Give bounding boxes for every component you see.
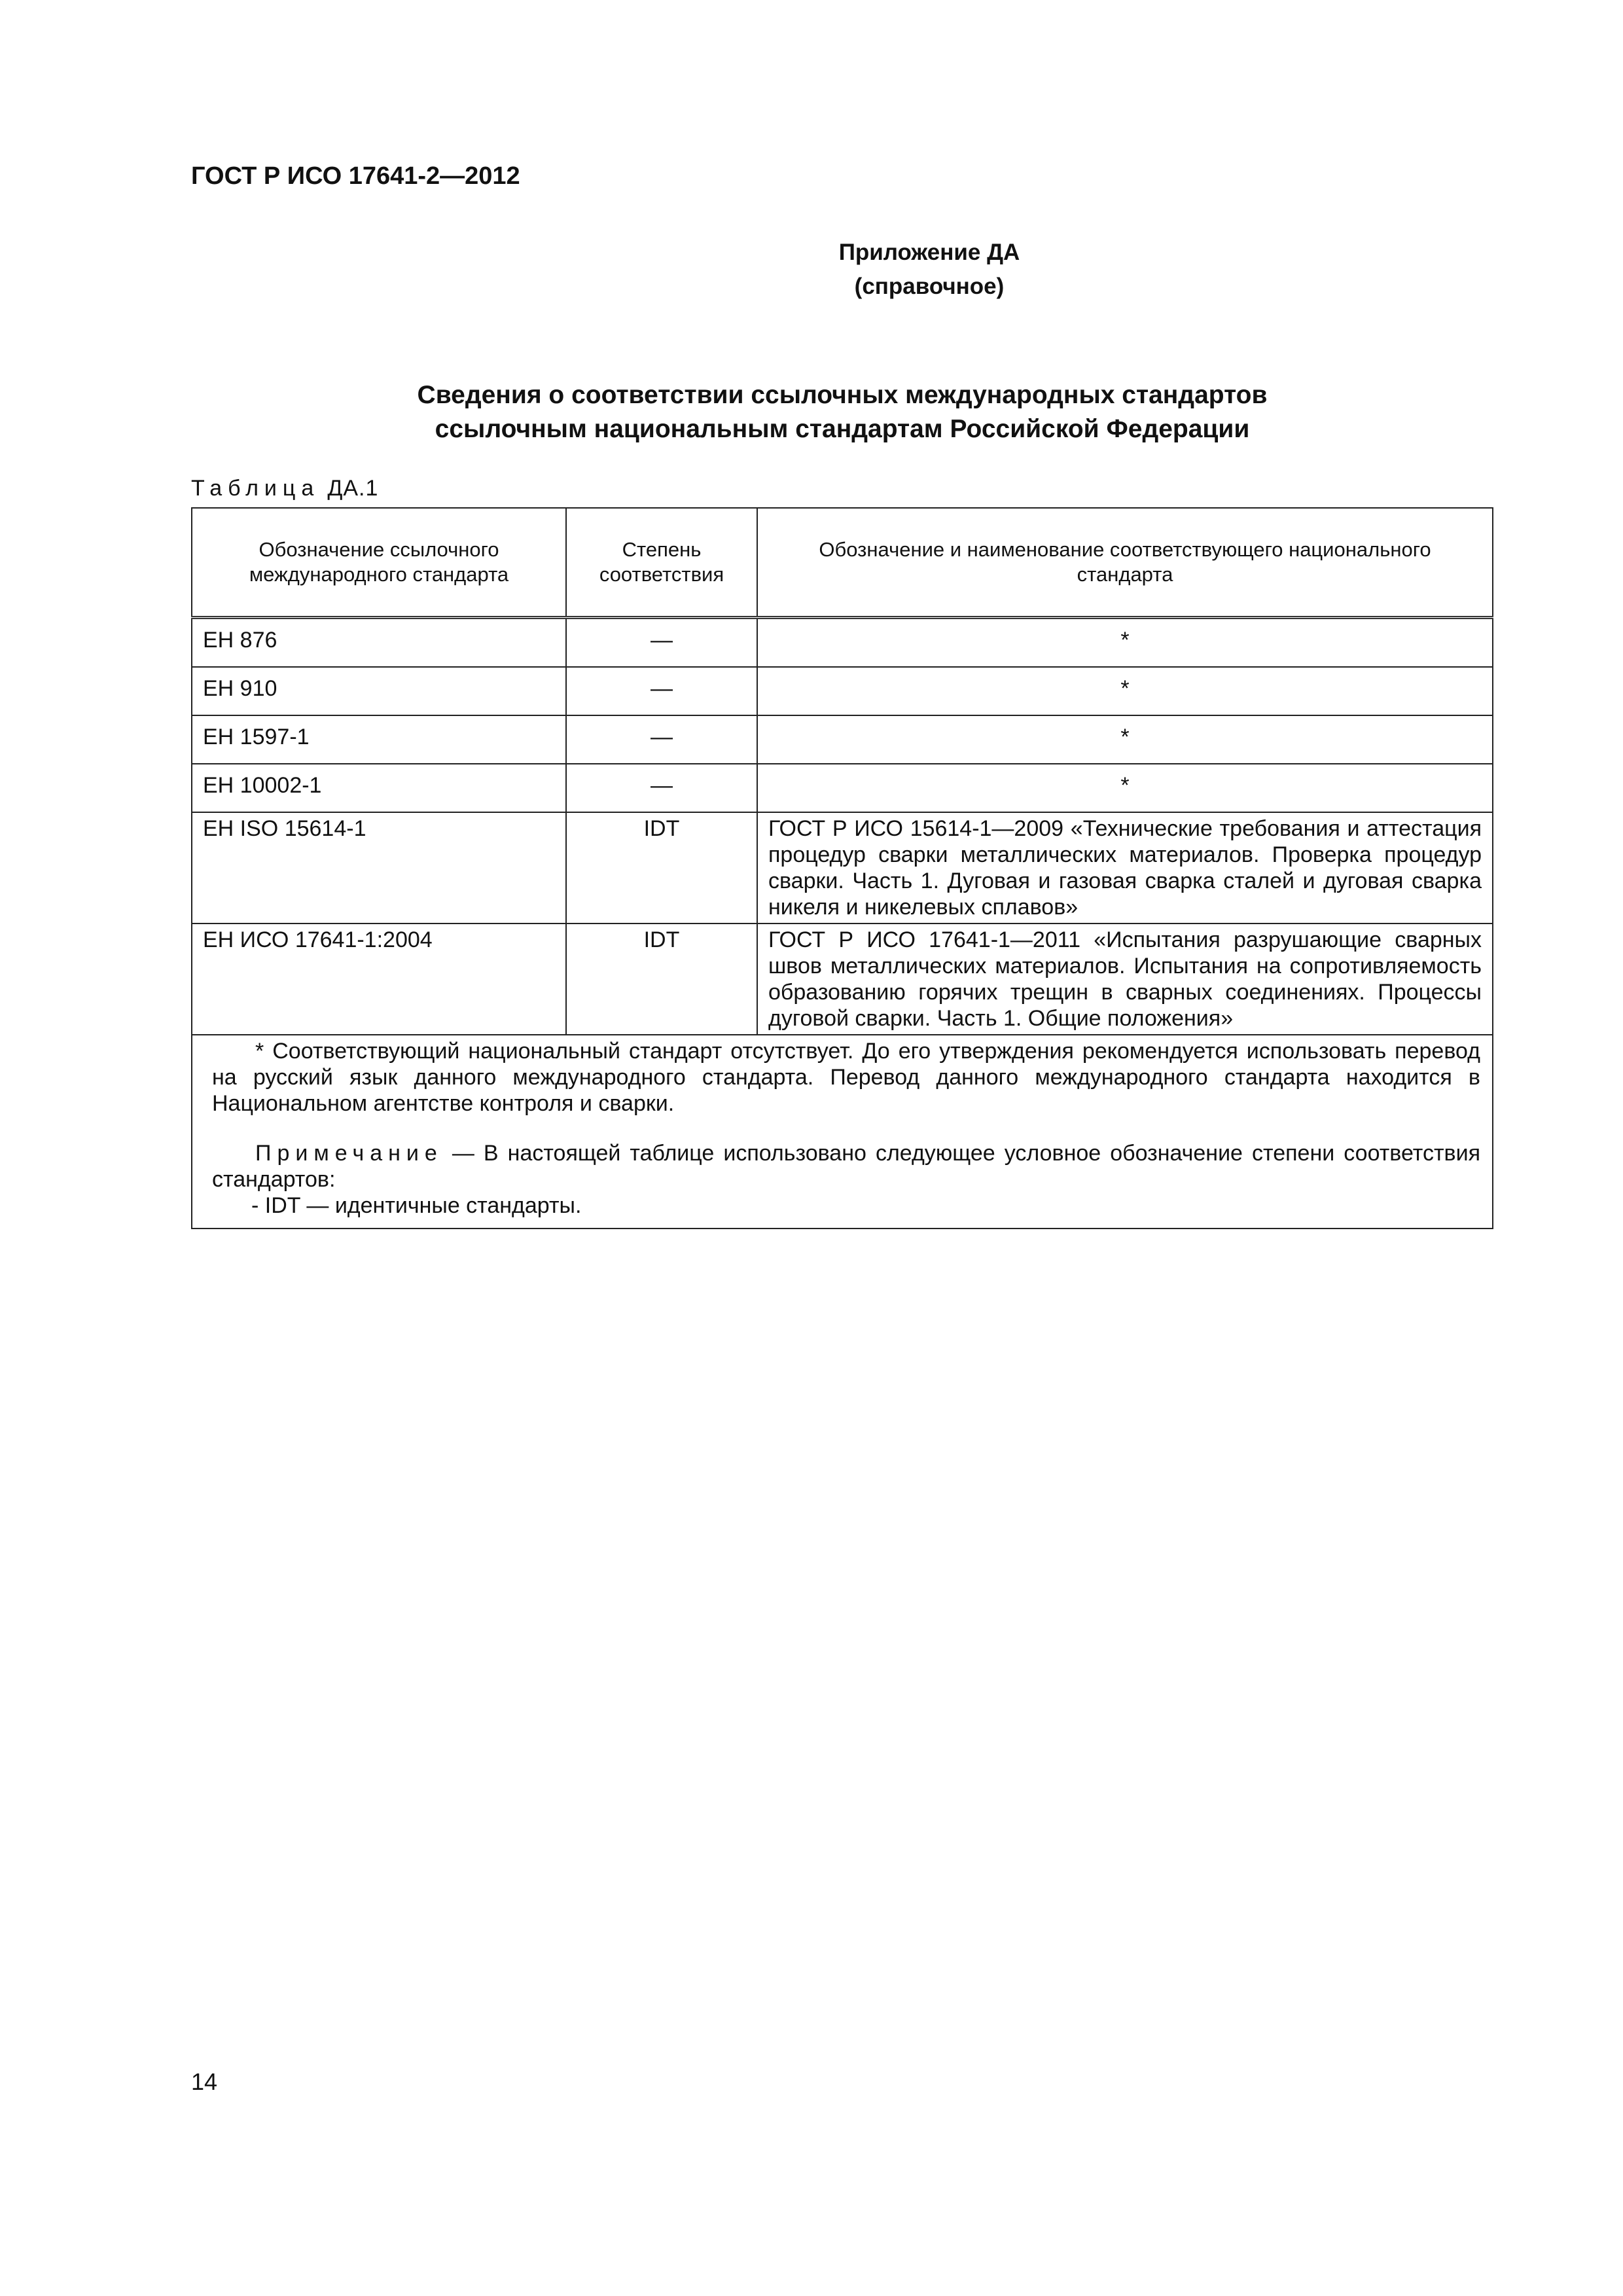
cell-degree: IDT [566, 812, 757, 924]
cell-code: ЕН 910 [192, 667, 566, 715]
cell-degree: — [566, 715, 757, 764]
footnote-text: * Соответствующий национальный стандарт отсутствует. До его утверждения рекомендуется использовать перевод на русский язык данного международного стандарта. Перевод данного международного стандарта находится в Национальном агентстве контроля и сварки. [212, 1039, 1480, 1116]
cell-degree: — [566, 618, 757, 668]
table-row [192, 924, 1493, 1035]
cell-national: * [757, 715, 1493, 764]
column-header-international: Обозначение ссылочного международного стандарта [192, 508, 566, 618]
correspondence-table [191, 507, 1493, 1229]
cell-national: * [757, 764, 1493, 812]
cell-degree: — [566, 667, 757, 715]
appendix-label [0, 236, 1623, 304]
table-caption-number: ДА.1 [327, 476, 379, 501]
cell-code: ЕН ИСО 17641-1:2004 [192, 924, 566, 1035]
table-row [192, 812, 1493, 924]
table-row [192, 715, 1493, 764]
table-caption [191, 476, 378, 501]
cell-code: ЕН ISO 15614-1 [192, 812, 566, 924]
cell-degree: IDT [566, 924, 757, 1035]
table-caption-word: Таблица [191, 476, 320, 501]
cell-degree: — [566, 764, 757, 812]
table-note [203, 1140, 1482, 1193]
appendix-subtitle: (справочное) [854, 274, 1005, 299]
note-label: Примечание [255, 1141, 443, 1166]
cell-code: ЕН 876 [192, 618, 566, 668]
cell-national: * [757, 618, 1493, 668]
cell-national: ГОСТ Р ИСО 17641-1—2011 «Испытания разрушающие сварных швов металлических материалов. Испытания на сопротивляемость образованию горячих трещин в сварных соединениях. Процессы дуговой сварки. Часть 1. Общие положения» [757, 924, 1493, 1035]
column-header-degree: Степень соответствия [566, 508, 757, 618]
table-footnote-row [192, 1035, 1493, 1229]
cell-national: ГОСТ Р ИСО 15614-1—2009 «Технические требования и аттестация процедур сварки металлических материалов. Проверка процедур сварки. Часть 1. Дуговая и газовая сварка сталей и дуговая сварка никеля и никелевых сплавов» [757, 812, 1493, 924]
heading-line-2: ссылочным национальным стандартам Российской Федерации [435, 415, 1250, 443]
document-code: ГОСТ Р ИСО 17641-2—2012 [191, 162, 520, 190]
cell-code: ЕН 1597-1 [192, 715, 566, 764]
appendix-title: Приложение ДА [838, 240, 1020, 265]
cell-national: * [757, 667, 1493, 715]
table-footnotes [192, 1035, 1493, 1229]
table-header-row [192, 508, 1493, 618]
note-text: — В настоящей таблице использовано следующее условное обозначение степени соответствия стандартов: [212, 1141, 1480, 1192]
table-row [192, 764, 1493, 812]
heading-line-1: Сведения о соответствии ссылочных международных стандартов [417, 381, 1268, 409]
table-row [192, 618, 1493, 668]
table-row [192, 667, 1493, 715]
note-item: - IDT — идентичные стандарты. [251, 1193, 582, 1218]
cell-code: ЕН 10002-1 [192, 764, 566, 812]
page-number: 14 [191, 2068, 218, 2095]
column-header-national: Обозначение и наименование соответствующего национального стандарта [757, 508, 1493, 618]
section-heading [191, 378, 1493, 446]
